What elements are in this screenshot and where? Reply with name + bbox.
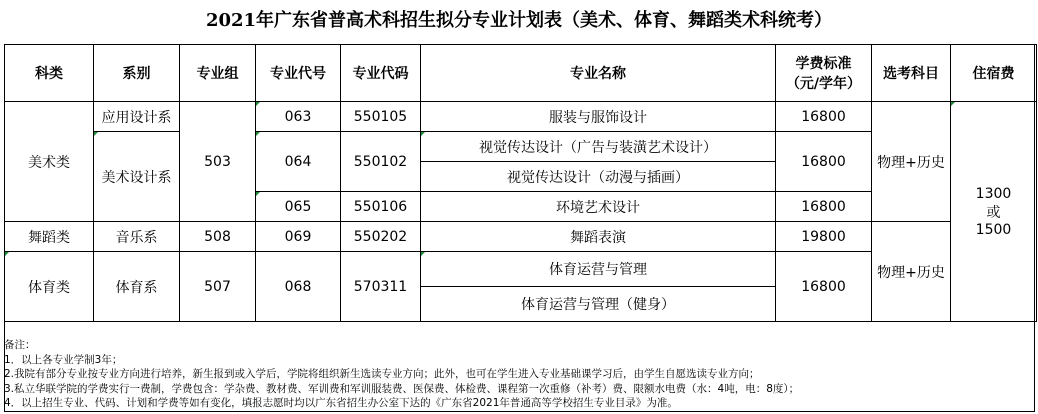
cell-name-visual-anime: 视觉传达设计（动漫与插画）	[421, 162, 776, 192]
header-major-code: 专业代码	[341, 45, 421, 102]
plan-table	[4, 44, 1037, 322]
notes-heading: 备注：	[4, 339, 36, 351]
cell-name-dance: 舞蹈表演	[421, 222, 776, 252]
cell-fee-069: 19800	[776, 222, 872, 252]
cell-group-art: 503	[180, 102, 256, 222]
cell-dorm	[951, 102, 1037, 322]
note-item: 4．以上招生专业、代码、计划和学费等如有变化，填报志愿时均以广东省招生办公室下达的《广东省2021年普通高等学校招生专业目录》为准。	[4, 397, 678, 410]
cell-name-fashion: 服装与服饰设计	[421, 102, 776, 132]
notes	[4, 338, 1034, 411]
header-category: 科类	[5, 45, 94, 102]
note-item: 1．以上各专业学制3年；	[4, 353, 123, 366]
cell-category-art: 美术类	[5, 102, 94, 222]
header-major-name: 专业名称	[421, 45, 776, 102]
table-row	[5, 102, 1037, 132]
cell-dept-sport: 体育系	[94, 252, 180, 322]
cell-dept-music: 音乐系	[94, 222, 180, 252]
cell-group-dance: 508	[180, 222, 256, 252]
cell-name-visual-ad: 视觉传达设计（广告与装潢艺术设计）	[421, 132, 776, 162]
cell-fee-064: 16800	[776, 132, 872, 192]
cell-fee-068: 16800	[776, 252, 872, 322]
table-row	[5, 222, 1037, 252]
cell-code-550202: 550202	[341, 222, 421, 252]
header-department: 系别	[94, 45, 180, 102]
cell-subject-art: 物理+历史	[872, 102, 951, 222]
header-dorm: 住宿费	[951, 45, 1037, 102]
cell-short-064: 064	[256, 132, 341, 192]
header-group: 专业组	[180, 45, 256, 102]
header-major-code-short: 专业代号	[256, 45, 341, 102]
dorm-line2: 或	[986, 204, 1001, 221]
cell-code-550102: 550102	[341, 132, 421, 192]
table-header-row	[5, 45, 1037, 102]
cell-short-063: 063	[256, 102, 341, 132]
note-item: 2.我院有部分专业按专业方向进行培养，新生报到或入学后，学院将组织新生选读专业方向；此外，也可在学生进入专业基础课学习后，由学生自愿选读专业方向；	[4, 368, 760, 381]
cell-name-sport-fitness: 体育运营与管理（健身）	[421, 287, 776, 322]
cell-fee-063: 16800	[776, 102, 872, 132]
cell-code-550105: 550105	[341, 102, 421, 132]
header-subject: 选考科目	[872, 45, 951, 102]
cell-subject-sport: 物理+历史	[872, 222, 951, 322]
dorm-line1: 1300	[975, 185, 1012, 202]
cell-code-550106: 550106	[341, 192, 421, 222]
dorm-line3: 1500	[975, 221, 1012, 238]
cell-category-dance: 舞蹈类	[5, 222, 94, 252]
cell-dept-applied: 应用设计系	[94, 102, 180, 132]
cell-dept-art-design: 美术设计系	[94, 132, 180, 222]
cell-short-065: 065	[256, 192, 341, 222]
cell-name-sport-ops: 体育运营与管理	[421, 252, 776, 287]
cell-group-sport: 507	[180, 252, 256, 322]
note-item: 3.私立华联学院的学费实行一费制，学费包含：学杂费、教材费、军训费和军训服装费、医保费、体检费、课程第一次重修（补考）费、限额水电费（水：4吨，电：8度）；	[4, 382, 800, 395]
header-tuition	[776, 45, 872, 102]
cell-code-570311: 570311	[341, 252, 421, 322]
header-tuition-line1: 学费标准	[795, 56, 852, 72]
cell-fee-065: 16800	[776, 192, 872, 222]
cell-category-sport: 体育类	[5, 252, 94, 322]
header-tuition-line2: （元/学年）	[785, 76, 862, 92]
cell-short-068: 068	[256, 252, 341, 322]
cell-short-069: 069	[256, 222, 341, 252]
cell-name-environment: 环境艺术设计	[421, 192, 776, 222]
page-title: 2021年广东省普高术科招生拟分专业计划表（美术、体育、舞蹈类术科统考）	[205, 10, 833, 31]
